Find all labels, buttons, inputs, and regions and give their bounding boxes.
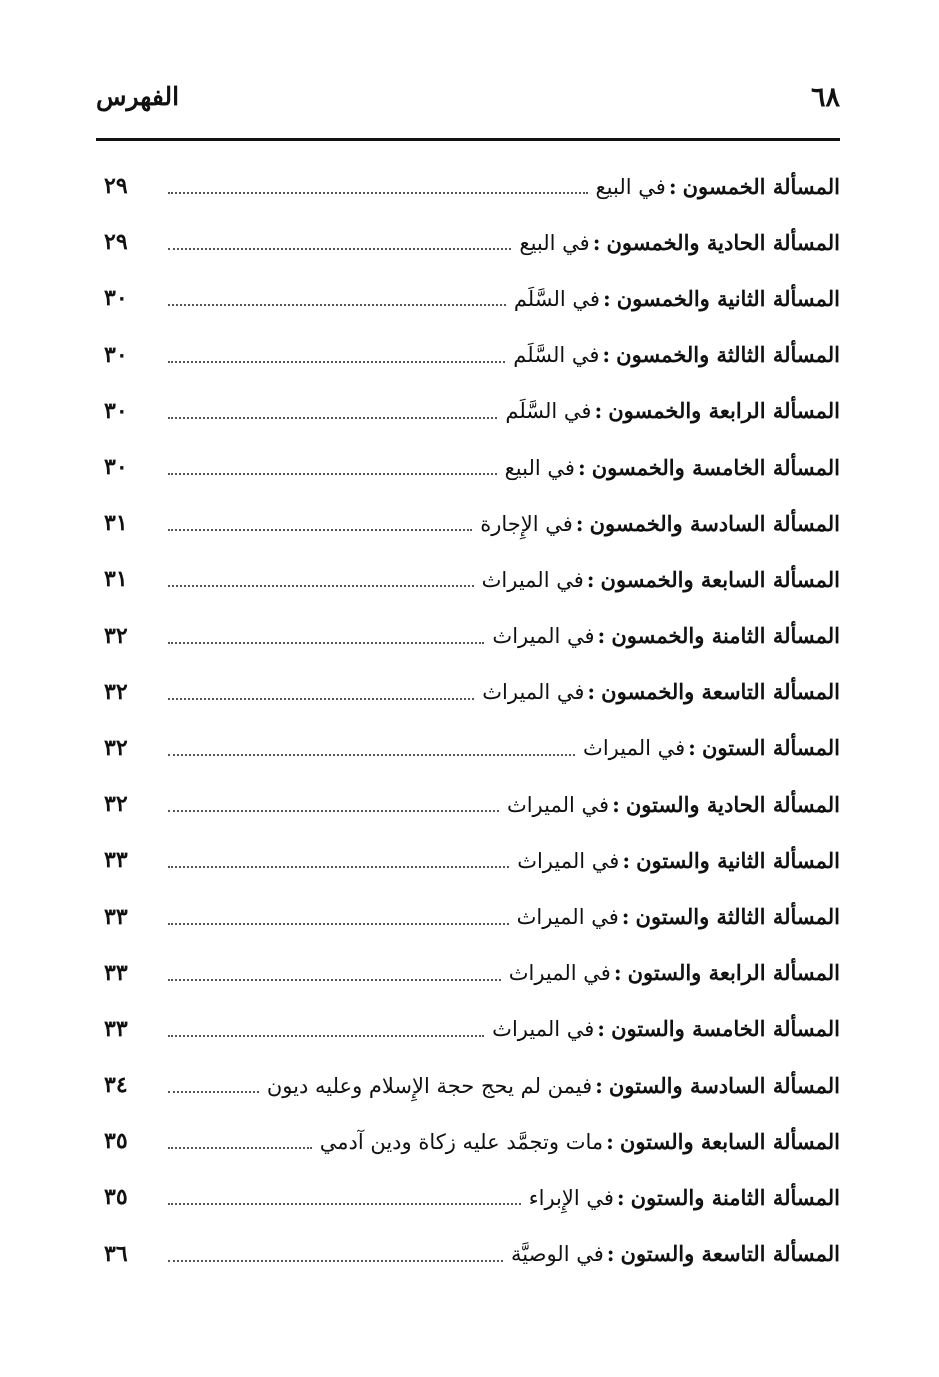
issue-number: المسألة السابعة والستون (619, 1128, 840, 1154)
toc-row (96, 1226, 840, 1282)
issue-number: المسألة الثامنة والخمسون (611, 623, 840, 649)
issue-subject: في البيع (504, 455, 575, 480)
toc-page-number: ٣٢ (104, 734, 128, 761)
toc-page-number: ٣٢ (104, 791, 128, 818)
issue-number: المسألة الخمسون (682, 173, 840, 199)
toc-page-number: ٣٥ (104, 1184, 128, 1211)
issue-subject: في البيع (595, 174, 666, 199)
issue-subject: في السَّلَم (513, 343, 600, 368)
dot-leader (168, 866, 509, 868)
section-title: الفهرس (96, 82, 180, 111)
separator-colon: : (594, 398, 603, 424)
issue-subject: في الميراث (482, 680, 585, 705)
toc-row (96, 439, 840, 495)
dot-leader (168, 979, 501, 981)
separator-colon: : (688, 735, 696, 761)
toc-entry (259, 1073, 840, 1098)
toc-row (96, 1001, 840, 1057)
toc-row (96, 327, 840, 383)
separator-colon: : (595, 1072, 603, 1098)
header-rule (96, 138, 840, 141)
issue-number: المسألة السابعة والخمسون (600, 566, 840, 592)
issue-number: المسألة الثامنة والستون (630, 1184, 840, 1210)
issue-subject: مات وتجمَّد عليه زكاة ودين آدمي (319, 1129, 604, 1154)
toc-row (96, 608, 840, 664)
toc-row (96, 888, 840, 944)
toc-page-number: ٢٩ (104, 229, 128, 256)
dot-leader (168, 1203, 521, 1205)
toc-page-number: ٣١ (104, 510, 128, 537)
page-header (96, 82, 840, 122)
toc-page-number: ٣٠ (104, 285, 128, 312)
separator-colon: : (592, 229, 601, 255)
toc-row (96, 551, 840, 607)
separator-colon: : (621, 904, 630, 930)
toc-entry (312, 1129, 840, 1154)
issue-number: المسألة الثانية والخمسون (616, 285, 840, 311)
toc-row (96, 214, 840, 270)
toc-entry (472, 511, 840, 536)
issue-subject: في الإِبراء (528, 1185, 614, 1210)
separator-colon: : (597, 623, 606, 649)
toc-row (96, 158, 840, 214)
issue-subject: في الميراث (583, 736, 686, 761)
issue-number: المسألة الثالثة والستون (635, 904, 840, 930)
issue-number: المسألة الستون (701, 735, 840, 761)
dot-leader (168, 585, 474, 587)
dot-leader (168, 304, 506, 306)
issue-number: المسألة الرابعة والستون (627, 960, 840, 986)
toc-row (96, 1169, 840, 1225)
dot-leader (168, 923, 509, 925)
toc-row (96, 776, 840, 832)
issue-subject: في السَّلَم (513, 286, 600, 311)
issue-subject: في الوصيَّة (511, 1242, 604, 1267)
toc-page-number: ٣٠ (104, 341, 128, 368)
toc-entry (509, 904, 840, 929)
toc-entry (509, 848, 840, 873)
dot-leader (168, 1035, 484, 1037)
toc-entry (501, 960, 840, 985)
toc-page-number: ٣٤ (104, 1072, 128, 1099)
toc-entry (474, 567, 840, 592)
issue-number: المسألة الرابعة والخمسون (608, 398, 840, 424)
toc-page-number: ٣٣ (104, 847, 128, 874)
issue-number: المسألة التاسعة والستون (620, 1241, 840, 1267)
toc-row (96, 270, 840, 326)
separator-colon: : (612, 791, 620, 817)
toc-entry (503, 1241, 840, 1266)
toc-entry (499, 792, 840, 817)
dot-leader (168, 529, 472, 531)
issue-subject: في الميراث (516, 905, 619, 930)
issue-number: المسألة الثانية والستون (636, 847, 840, 873)
dot-leader (168, 417, 497, 419)
dot-leader (168, 192, 588, 194)
dot-leader (168, 361, 505, 363)
toc-entry (497, 455, 840, 480)
issue-subject: في البيع (519, 230, 590, 255)
toc-row (96, 495, 840, 551)
table-of-contents (96, 158, 840, 1282)
separator-colon: : (668, 173, 677, 199)
toc-row (96, 1057, 840, 1113)
separator-colon: : (587, 679, 596, 705)
issue-subject: في الميراث (517, 848, 620, 873)
toc-page-number: ٣٠ (104, 454, 128, 481)
issue-subject: في السَّلَم (505, 399, 592, 424)
issue-subject: في الميراث (492, 624, 595, 649)
dot-leader (168, 1147, 312, 1149)
toc-page-number: ٢٩ (104, 173, 128, 200)
issue-number: المسألة الحادية والستون (625, 791, 840, 817)
issue-subject: في الميراث (506, 792, 610, 817)
separator-colon: : (606, 1128, 614, 1154)
dot-leader (168, 248, 511, 250)
toc-row (96, 720, 840, 776)
issue-subject: في الميراث (508, 961, 611, 986)
toc-entry (484, 1016, 840, 1041)
toc-entry (575, 735, 840, 760)
toc-entry (497, 398, 840, 423)
issue-number: المسألة الثالثة والخمسون (616, 342, 840, 368)
toc-row (96, 383, 840, 439)
toc-page-number: ٣١ (104, 566, 128, 593)
toc-row (96, 1113, 840, 1169)
toc-row (96, 945, 840, 1001)
toc-entry (474, 679, 840, 704)
toc-page-number: ٣٣ (104, 1015, 128, 1042)
dot-leader (168, 1091, 259, 1093)
separator-colon: : (616, 1184, 625, 1210)
toc-entry (588, 174, 841, 199)
toc-row (96, 832, 840, 888)
separator-colon: : (577, 454, 586, 480)
toc-entry (505, 342, 840, 367)
issue-subject: في الميراث (481, 567, 584, 592)
issue-subject: في الميراث (492, 1017, 595, 1042)
dot-leader (168, 473, 497, 475)
issue-subject: فيمن لم يحج حجة الإِسلام وعليه ديون (266, 1073, 593, 1098)
separator-colon: : (602, 342, 611, 368)
toc-page-number: ٣٥ (104, 1128, 128, 1155)
separator-colon: : (622, 847, 631, 873)
toc-entry (506, 286, 840, 311)
separator-colon: : (586, 566, 595, 592)
dot-leader (168, 642, 484, 644)
issue-number: المسألة السادسة والستون (608, 1072, 840, 1098)
issue-number: المسألة الخامسة والستون (611, 1016, 840, 1042)
toc-page-number: ٣٢ (104, 622, 128, 649)
toc-entry (484, 623, 840, 648)
dot-leader (168, 754, 575, 756)
dot-leader (168, 1260, 503, 1262)
toc-row (96, 664, 840, 720)
toc-page-number: ٣٢ (104, 678, 128, 705)
toc-entry (521, 1185, 840, 1210)
separator-colon: : (575, 510, 584, 536)
page-number: ٦٨ (810, 82, 840, 113)
separator-colon: : (613, 960, 622, 986)
toc-page-number: ٣٣ (104, 903, 128, 930)
toc-page-number: ٣٣ (104, 959, 128, 986)
dot-leader (168, 810, 499, 812)
issue-number: المسألة الخامسة والخمسون (591, 454, 840, 480)
separator-colon: : (606, 1241, 615, 1267)
toc-entry (511, 230, 840, 255)
issue-number: المسألة التاسعة والخمسون (601, 679, 840, 705)
issue-number: المسألة الحادية والخمسون (606, 229, 840, 255)
issue-number: المسألة السادسة والخمسون (589, 510, 840, 536)
issue-subject: في الإِجارة (480, 511, 573, 536)
toc-page-number: ٣٠ (104, 397, 128, 424)
toc-page-number: ٣٦ (104, 1240, 128, 1267)
separator-colon: : (597, 1016, 606, 1042)
dot-leader (168, 698, 474, 700)
separator-colon: : (602, 285, 611, 311)
